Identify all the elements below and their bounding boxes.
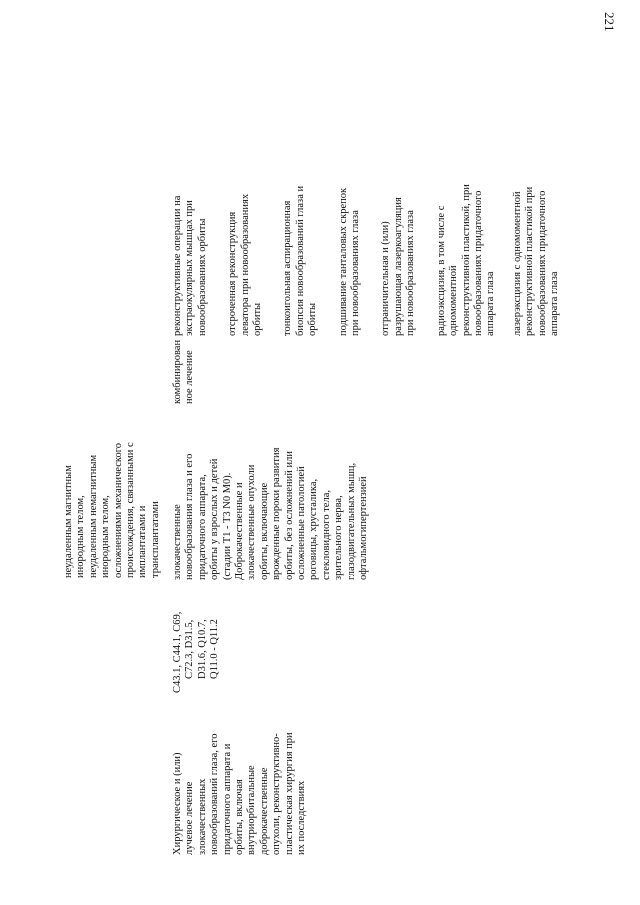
continuation-line: инородным телом, (100, 495, 112, 578)
diagnosis-line: стекловидного тела, (320, 490, 332, 580)
procedure-name-line: лучевое лечение (184, 781, 196, 855)
method-line: подшивание танталовых скрепок (337, 187, 349, 336)
procedure-name-cell (172, 732, 308, 855)
diagnosis-line: врожденные пороки развития (271, 447, 283, 580)
procedure-name-line: пластическая хирургия при (283, 732, 295, 855)
method-line: новообразованиях придаточного (472, 190, 484, 336)
icd-code-line: D31.6, Q10.7, (196, 619, 208, 679)
continuation-cell (63, 442, 162, 578)
diagnosis-line: (стадии T1 - T3 N0 M0). (221, 472, 233, 580)
method-line: при новообразованиях глаза (405, 210, 417, 336)
diagnosis-line: осложненные патологией (296, 466, 308, 580)
icd-code-line: Q11.0 - Q11.2 (209, 619, 221, 679)
treatment-methods-cell (172, 184, 561, 336)
procedure-name-line: их последствиях (296, 780, 308, 855)
procedure-name-line: новообразований глаза, его (209, 733, 221, 855)
procedure-name-line: внутриорбитальные (246, 765, 258, 855)
method-line: тонкоигольная аспирационная (282, 200, 294, 336)
diagnosis-line: злокачественные опухоли (246, 464, 258, 580)
continuation-line: происхождения, связанными с (125, 442, 137, 578)
method-line: лазерэксцизия с одномоментной (511, 191, 523, 336)
diagnosis-line: орбиты, включающие (258, 482, 270, 580)
diagnosis-line: Доброкачественные и (234, 482, 246, 580)
procedure-name-line: Хирургическое и (или) (172, 752, 183, 855)
method-line: одномоментной (448, 265, 460, 336)
method-line: реконструктивной пластикой при (524, 186, 536, 336)
continuation-line: инородным телом, (75, 495, 87, 578)
diagnosis-line: орбиты, без осложнений или (283, 450, 295, 580)
diagnosis-line: новообразования глаза и его (184, 453, 196, 580)
continuation-line: трансплантатами (149, 501, 161, 578)
continuation-line: имплантатами и (137, 505, 149, 578)
method-line: отграничительная и (или) (380, 221, 392, 336)
method-line: леватора при новообразованиях (239, 193, 251, 336)
diagnosis-line: придаточного аппарата, (196, 474, 208, 580)
diagnosis-line: офтальмогипертензией (358, 476, 370, 580)
method-line: реконструктивные операции на (172, 195, 183, 336)
procedure-name-line: придаточного аппарата и (221, 743, 233, 855)
icd-code-line: C43.1, C44.1, C69, (172, 611, 183, 693)
icd-codes-cell (172, 612, 222, 693)
treatment-type-line: ное лечение (184, 350, 196, 404)
method-line: новообразованиях орбиты (196, 218, 208, 336)
method-line: отсроченная реконструкция (227, 211, 239, 336)
procedure-name-line: доброкачественные (258, 767, 270, 855)
icd-code-line: C72.3, D31.5, (184, 619, 196, 679)
continuation-line: неудаленным немагнитным (87, 454, 99, 578)
procedure-name-line: орбиты, включая (234, 779, 246, 855)
continuation-line: осложнениями механического (112, 442, 124, 578)
treatment-type-line: комбинирован (172, 339, 183, 404)
method-line: при новообразованиях глаза (350, 210, 362, 336)
diagnosis-line: зрительного нерва, (333, 495, 345, 580)
method-line: экстраокулярных мышцах при (184, 200, 196, 336)
continuation-line: неудаленным магнитным (63, 465, 74, 578)
diagnosis-line: роговицы, хрусталика, (308, 478, 320, 580)
method-line: орбиты (252, 302, 264, 336)
diagnosis-cell (172, 448, 371, 580)
method-line: аппарата глаза (485, 271, 497, 336)
method-line: аппарата глаза (548, 271, 560, 336)
method-line: орбиты (307, 302, 319, 336)
procedure-name-line: опухоли, реконструктивно- (271, 733, 283, 855)
method-line: радиоэксцизия, в том числе с (435, 205, 447, 336)
method-line: реконструктивной пластикой, при (460, 184, 472, 336)
method-line: биопсия новообразований глаза и (294, 185, 306, 336)
diagnosis-line: глазодвигательных мышц, (345, 462, 357, 580)
procedure-name-line: злокачественных (196, 778, 208, 855)
diagnosis-line: орбиты у взрослых и детей (209, 458, 221, 580)
treatment-type-cell (172, 340, 197, 404)
diagnosis-line: злокачественные (172, 504, 183, 580)
page-number: 221 (602, 12, 617, 32)
method-line: разрушающая лазеркоагуляция (392, 197, 404, 336)
method-line: новообразованиях придаточного (536, 190, 548, 336)
